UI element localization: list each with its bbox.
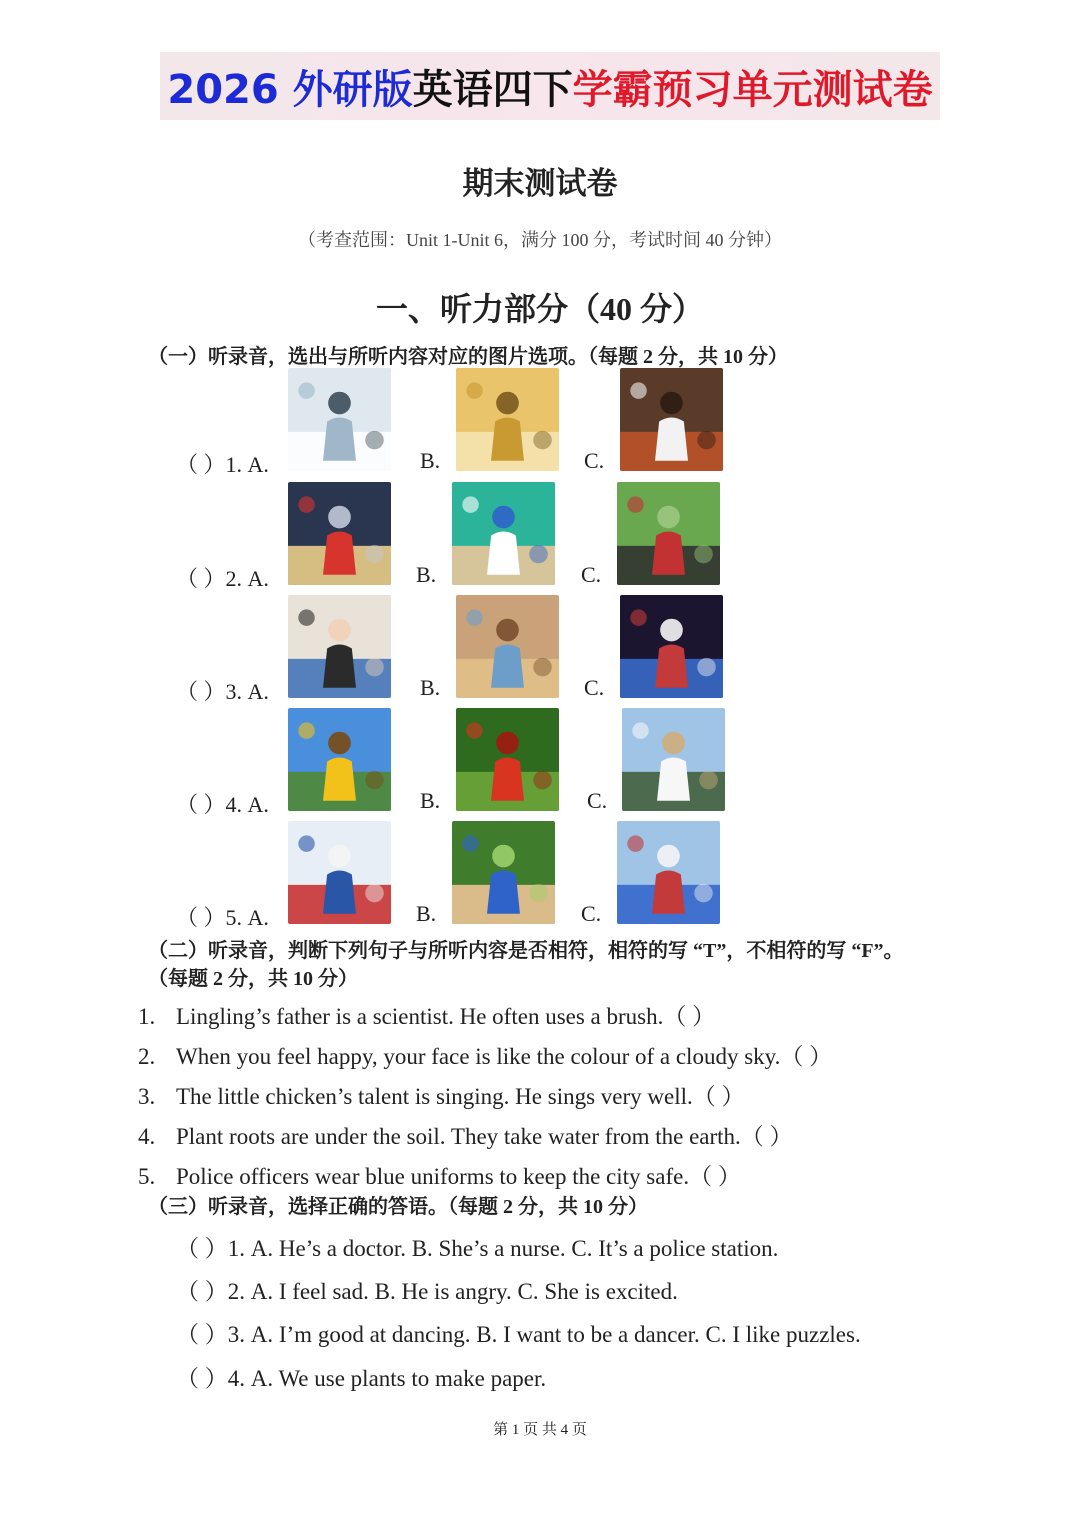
tf-item: 4. Plant roots are under the soil. They take water from the earth.（ ）: [138, 1124, 793, 1149]
option-c-label: C.: [587, 788, 608, 813]
students-walking-image: [617, 821, 720, 924]
exam-scope: （考查范围：Unit 1-Unit 6，满分 100 分，考试时间 40 分钟）: [298, 230, 782, 250]
picture-question-row: [0, 708, 1080, 818]
piano-girl-image: [288, 595, 391, 698]
option-b-label: B.: [420, 788, 441, 813]
puzzle-boy-image: [456, 595, 559, 698]
cartoon-boy-image: [452, 482, 555, 585]
picture-question-row: [0, 368, 1080, 478]
question-label: （ ）3. A.: [176, 679, 269, 704]
banner-series: 学霸预习单元测试卷: [572, 66, 933, 113]
option-b-label: B.: [420, 448, 441, 473]
tf-item: 2. When you feel happy, your face is like the colour of a cloudy sky.（ ）: [138, 1044, 833, 1069]
magic-show-image: [620, 595, 723, 698]
part3-heading: （三）听录音，选择正确的答语。（每题 2 分，共 10 分）: [148, 1196, 648, 1218]
picture-question-row: [0, 482, 1080, 592]
kungfu-boy-image: [617, 482, 720, 585]
option-b-label: B.: [416, 901, 437, 926]
scientist-image: [288, 368, 391, 471]
calligraphy-image: [288, 821, 391, 924]
chef-image: [620, 368, 723, 471]
sunflower-image: [288, 708, 391, 811]
section-title-listening: 一、听力部分（40 分）: [375, 291, 704, 327]
tomato-image: [456, 708, 559, 811]
question-label: （ ）2. A.: [176, 566, 269, 591]
tf-item: 1. Lingling’s father is a scientist. He often uses a brush.（ ）: [138, 1004, 716, 1029]
choice-item: （ ）2. A. I feel sad. B. He is angry. C. She is excited.: [176, 1279, 678, 1304]
part1-heading: （一）听录音，选出与所听内容对应的图片选项。（每题 2 分，共 10 分）: [148, 346, 788, 368]
question-label: （ ）5. A.: [176, 905, 269, 930]
option-c-label: C.: [584, 448, 605, 473]
picture-question-row: [0, 821, 1080, 931]
farmer-image: [456, 368, 559, 471]
picture-question-row: [0, 595, 1080, 705]
choice-item: （ ）3. A. I’m good at dancing. B. I want to be a dancer. C. I like puzzles.: [176, 1322, 861, 1347]
banner-year-publisher: 2026 外研版: [167, 66, 413, 113]
tf-item: 3. The little chicken’s talent is singing. He sings very well.（ ）: [138, 1084, 745, 1109]
tf-item: 5. Police officers wear blue uniforms to keep the city safe.（ ）: [138, 1164, 741, 1189]
cotton-image: [622, 708, 725, 811]
part2-heading-line2: （每题 2 分，共 10 分）: [148, 968, 358, 990]
page-title: 期末测试卷: [462, 166, 618, 202]
athlete-image: [288, 482, 391, 585]
choice-item: （ ）1. A. He’s a doctor. B. She’s a nurse. C. It’s a police station.: [176, 1236, 779, 1261]
part2-heading-line1: （二）听录音，判断下列句子与所听内容是否相符，相符的写 “T”，不相符的写 “F”。: [148, 940, 904, 962]
banner-grade: 英语四下: [412, 66, 573, 113]
option-b-label: B.: [420, 675, 441, 700]
page-footer: 第 1 页 共 4 页: [493, 1422, 587, 1438]
choice-item: （ ）4. A. We use plants to make paper.: [176, 1366, 547, 1391]
option-c-label: C.: [581, 901, 602, 926]
title-banner: [160, 52, 940, 120]
question-label: （ ）1. A.: [176, 452, 269, 477]
question-label: （ ）4. A.: [176, 792, 269, 817]
option-c-label: C.: [584, 675, 605, 700]
explorer-boy-image: [452, 821, 555, 924]
option-c-label: C.: [581, 562, 602, 587]
option-b-label: B.: [416, 562, 437, 587]
